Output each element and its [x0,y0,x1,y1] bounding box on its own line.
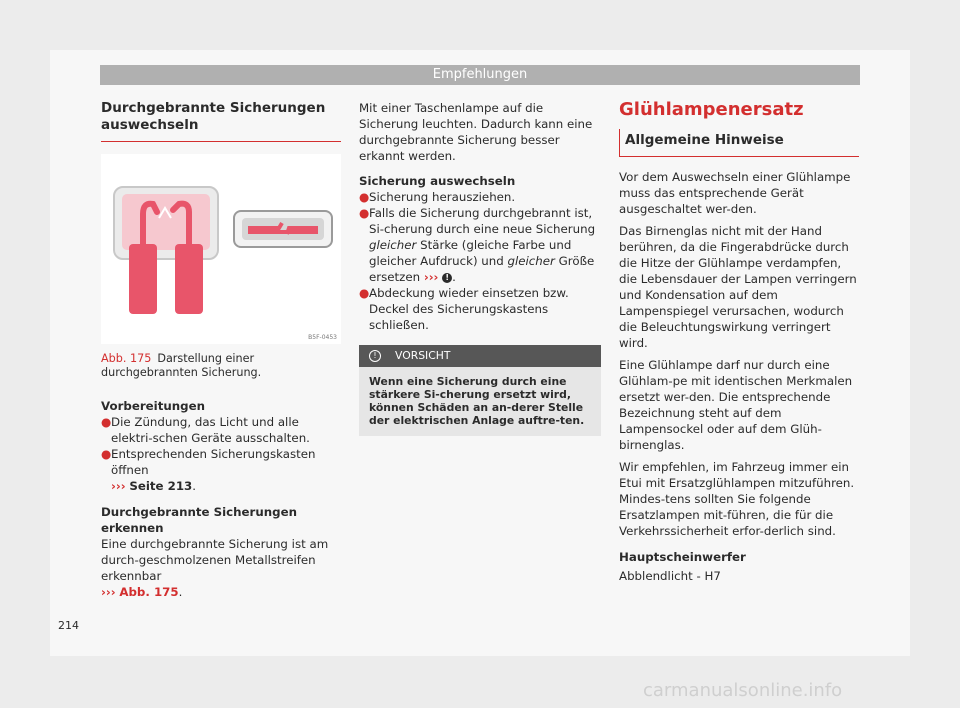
watermark: carmanualsonline.info [643,680,843,701]
section-subtitle: Allgemeine Hinweise [619,129,859,157]
reference-arrow-icon: ››› [111,479,126,493]
list-item-text: Abdeckung wieder einsetzen bzw. Deckel des Sicherungskastens schließen. [369,286,569,332]
caution-title: VORSICHT [395,349,451,362]
page-number: 214 [58,619,79,632]
headlight-line: Abblendlicht - H7 [619,569,721,583]
reference-arrow-icon: ››› [101,585,116,599]
right-column [619,96,859,584]
paragraph: Wir empfehlen, im Fahrzeug immer ein Etui mit Ersatzglühlampen mitzuführen. Mindes-tens sollten Sie folgende Ersatzlampen mit-führen, die für die Verkehrssicherheit erfor-derlich sind. [619,460,855,538]
list-item-text: Entsprechenden Sicherungskasten öffnen [111,447,316,477]
headlight-heading: Hauptscheinwerfer [619,550,746,564]
list-item-text: Sicherung herausziehen. [369,190,516,204]
list-item-text: Die Zündung, das Licht und alle elektri-schen Geräte ausschalten. [111,415,310,445]
list-item-text: Falls die Sicherung durchgebrannt ist, Si-cherung durch eine neue Sicherung [369,206,596,236]
fuse-illustration [101,154,341,344]
figure-caption [101,352,341,380]
paragraph: Eine Glühlampe darf nur durch eine Glühlam-pe mit identischen Merkmalen ersetzt wer-den. Die entsprechende Bezeichnung steht auf dem Lampensockel oder auf dem Glüh-birnenglas. [619,358,853,452]
fuse-figure [101,154,341,344]
list-item-text: Größe ersetzen [369,254,595,284]
page-reference-link[interactable]: Seite 213 [129,479,193,493]
figure-code: B5F-0453 [308,334,337,341]
list-item [359,189,601,205]
emphasis-text: gleicher [369,238,417,252]
figure-caption-text: Darstellung einer durchgebrannten Sicherung. [101,352,262,379]
emphasis-text: gleicher [507,254,555,268]
chapter-title: Glühlampenersatz [619,99,804,120]
caution-box [359,345,601,436]
figure-label: Abb. 175 [101,352,152,365]
paragraph: Das Birnenglas nicht mit der Hand berühren, da die Fingerabdrücke durch die Hitze der Glühlampe verdampfen, die Lebensdauer der Lampen verringern und Kondensation auf dem Lampenspiegel verursachen, wodurch die Beleuchtungswirkung verringert wird. [619,224,857,350]
list-item: ● Entsprechenden Sicherungskasten öffnen ››› Seite 213. [101,447,316,493]
list-item [101,414,341,446]
left-column [101,96,341,600]
warning-reference-icon[interactable]: ! [442,273,452,283]
figure-reference-link[interactable]: Abb. 175 [119,585,179,599]
middle-column [359,100,601,436]
caution-text: Wenn eine Sicherung durch eine stärkere Si-cherung ersetzt wird, können Schäden an an-derer Stelle der elektrischen Anlage auftre-ten. [369,375,585,427]
bullet-icon: ● [101,447,112,461]
list-item: ● Falls die Sicherung durchgebrannt ist, Si-cherung durch eine neue Sicherung gleicher Stärke (gleiche Farbe und gleicher Aufdruck) und gleicher Größe ersetzen ››› ! . [359,206,596,284]
paragraph: Vor dem Auswechseln einer Glühlampe muss das entsprechende Gerät ausgeschaltet wer-den. [619,170,851,216]
list-item [359,285,601,333]
recognize-heading: Durchgebrannte Sicherungen erkennen [101,505,298,535]
replace-heading: Sicherung auswechseln [359,174,516,188]
intro-text: Mit einer Taschenlampe auf die Sicherung leuchten. Dadurch kann eine durchgebrannte Sicherung besser erkannt werden. [359,101,593,163]
bullet-icon: ● [359,286,370,300]
bullet-icon: ● [359,190,370,204]
section-header: Empfehlungen [100,65,860,85]
section-title: Durchgebrannte Sicherungen auswechseln [101,96,341,142]
caution-header [359,345,601,367]
bullet-icon: ● [359,206,370,220]
bullet-icon: ● [101,415,112,429]
list-item-text: Stärke (gleiche Farbe und gleicher Aufdruck) und [369,238,572,268]
recognize-text: Eine durchgebrannte Sicherung ist am durch-geschmolzenen Metallstreifen erkennbar ››› Abb. 175. [101,537,329,599]
exclamation-circle-icon: ! [369,350,381,362]
prep-heading: Vorbereitungen [101,399,205,413]
reference-arrow-icon: ››› [423,270,439,284]
